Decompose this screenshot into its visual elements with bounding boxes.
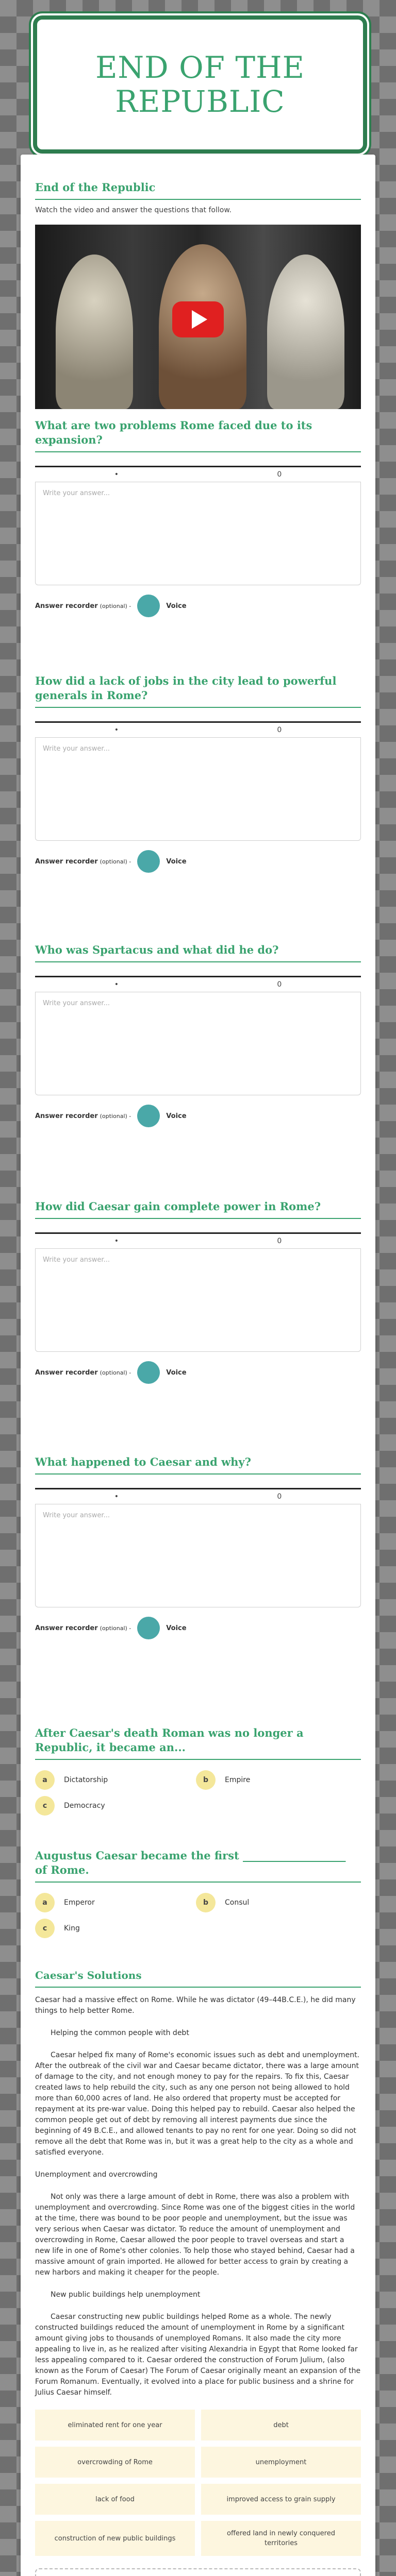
drag-card[interactable]: overcrowding of Rome (35, 2447, 195, 2478)
section-heading: Caesar's Solutions (35, 1968, 361, 1988)
option-b[interactable]: b Empire (196, 1770, 357, 1790)
align-tool[interactable]: • (114, 726, 119, 734)
editor-toolbar (35, 721, 361, 738)
section-heading: End of the Republic (35, 180, 361, 200)
title-card (33, 15, 367, 154)
voice-button[interactable]: Voice (166, 602, 187, 610)
align-tool[interactable]: • (114, 1237, 119, 1245)
drag-card[interactable]: debt (201, 2410, 361, 2441)
option-b[interactable]: b Consul (196, 1893, 357, 1912)
subheading: Unemployment and overcrowding (35, 2171, 158, 2179)
question-5 (35, 1455, 361, 1639)
microphone-icon[interactable] (137, 1105, 160, 1127)
options (35, 1893, 361, 1938)
answer-recorder: Answer recorder (optional) - Voice (35, 1361, 361, 1384)
option-c[interactable]: c King (35, 1919, 196, 1938)
intro-section (35, 180, 361, 409)
voice-button[interactable]: Voice (166, 1368, 187, 1377)
sorting-area (35, 2568, 361, 2576)
subheading: Helping the common people with debt (51, 2029, 189, 2037)
microphone-icon[interactable] (137, 1617, 160, 1639)
option-a[interactable]: a Emperor (35, 1893, 196, 1912)
drag-card[interactable]: lack of food (35, 2484, 195, 2515)
answer-recorder: Answer recorder (optional) - Voice (35, 1617, 361, 1639)
option-a[interactable]: a Dictatorship (35, 1770, 196, 1790)
paragraph: Caesar helped fix many of Rome's economic issues such as debt and unemployment. After the outbreak of the civil war and Caesar became dictator, there was a large amount of damage to the city, and not enough money to pay for the repairs. To fix this, Caesar created laws to help rebuild the city, such as any one person not being allowed to hold more than 60,000 acres of land. He also ordered that property must be accepted for repayment at its pre-war value. Doing this helped pay to rebuild. Caesar also helped the common people get out of debt by removing all interest payments due since the beginning of 49 B.C.E., and allowed tenants to pay no rent for one year. Doing so did not remove all the debt that Rome was in, but it was a great help to the city as a whole and satisfied everyone. (35, 2051, 360, 2157)
question-title: How did a lack of jobs in the city lead to powerful generals in Rome? (35, 674, 361, 708)
subheading: New public buildings help unemployment (51, 2291, 201, 2299)
option-c[interactable]: c Democracy (35, 1796, 196, 1816)
drag-card[interactable]: construction of new public buildings (35, 2521, 195, 2556)
answer-recorder: Answer recorder (optional) - Voice (35, 850, 361, 873)
article-text (35, 1995, 361, 2398)
microphone-icon[interactable] (137, 1361, 160, 1384)
font-tool[interactable]: 0 (277, 470, 282, 479)
font-tool[interactable]: 0 (277, 1493, 282, 1501)
answer-field[interactable]: Write your answer... (35, 992, 361, 1095)
question-title: Augustus Caesar became the first ___________________ of Rome. (35, 1849, 361, 1883)
caesars-solutions-section (35, 1968, 361, 2576)
editor-toolbar (35, 976, 361, 992)
paragraph: Caesar had a massive effect on Rome. While he was dictator (49–44B.C.E.), he did many things to help better Rome. (35, 1996, 356, 2015)
answer-recorder: Answer recorder (optional) - Voice (35, 1105, 361, 1127)
answer-field[interactable]: Write your answer... (35, 1249, 361, 1352)
question-4 (35, 1199, 361, 1384)
editor-toolbar (35, 1232, 361, 1249)
question-2 (35, 674, 361, 873)
answer-field[interactable]: Write your answer... (35, 1504, 361, 1607)
video-player[interactable] (35, 225, 361, 409)
answer-field[interactable]: Write your answer... (35, 738, 361, 841)
font-tool[interactable]: 0 (277, 980, 282, 989)
question-3 (35, 943, 361, 1127)
editor-toolbar (35, 466, 361, 482)
answer-recorder: Answer recorder (optional) - Voice (35, 595, 361, 617)
drag-card[interactable]: eliminated rent for one year (35, 2410, 195, 2441)
drag-card[interactable]: unemployment (201, 2447, 361, 2478)
microphone-icon[interactable] (137, 850, 160, 873)
voice-button[interactable]: Voice (166, 1624, 187, 1632)
drag-card[interactable]: improved access to grain supply (201, 2484, 361, 2515)
drag-cards (35, 2410, 361, 2556)
question-title: What happened to Caesar and why? (35, 1455, 361, 1475)
paragraph: Caesar constructing new public buildings helped Rome as a whole. The newly constructed buildings reduced the amount of unemployment in Rome by a significant amount giving jobs to thousands of unemployed Romans. It also made the city more appealing to live in, as he realized after visiting Alexandria in Egypt that Rome looked far less appealing compared to it. Caesar ordered the construction of Forum Julium, (also known as the Forum of Caesar) The Forum of Caesar originally meant an expansion of the Forum Romanum. Eventually, it evolved into a place for public business and a shrine for Julius Caesar himself. (35, 2313, 361, 2397)
font-tool[interactable]: 0 (277, 726, 282, 734)
multiple-choice-2 (35, 1849, 361, 1938)
multiple-choice-1 (35, 1726, 361, 1816)
question-title: What are two problems Rome faced due to its expansion? (35, 418, 361, 452)
options (35, 1770, 361, 1816)
question-title: Who was Spartacus and what did he do? (35, 943, 361, 962)
paragraph: Not only was there a large amount of debt in Rome, there was also a problem with unemployment and overcrowding. Since Rome was one of the biggest cities in the world at the time, there was bound to be poor people and unemployment, but the issue was very serious when Caesar was dictator. To reduce the amount of unemployment and overcrowding in Rome, Caesar allowed the poor people to travel overseas and start a new life in one of Rome's other colonies. To help those who stayed behind, Caesar had a massive amount of grain imported. He allowed for better access to grain by creating a new harbors and making it cheaper for the people. (35, 2193, 355, 2277)
align-tool[interactable]: • (114, 980, 119, 989)
microphone-icon[interactable] (137, 595, 160, 617)
answer-field[interactable]: Write your answer... (35, 482, 361, 585)
drag-card[interactable]: offered land in newly conquered territories (201, 2521, 361, 2556)
question-title: After Caesar's death Roman was no longer a Republic, it became an... (35, 1726, 361, 1760)
align-tool[interactable]: • (114, 1493, 119, 1501)
question-title: How did Caesar gain complete power in Rome? (35, 1199, 361, 1219)
editor-toolbar (35, 1488, 361, 1504)
voice-button[interactable]: Voice (166, 1112, 187, 1120)
worksheet (21, 155, 375, 2576)
play-icon[interactable] (172, 301, 224, 337)
instructions: Watch the video and answer the questions that follow. (35, 206, 232, 214)
align-tool[interactable]: • (114, 470, 119, 479)
page-title: END OF THE REPUBLIC (95, 50, 305, 119)
question-1 (35, 418, 361, 617)
font-tool[interactable]: 0 (277, 1237, 282, 1245)
voice-button[interactable]: Voice (166, 857, 187, 866)
